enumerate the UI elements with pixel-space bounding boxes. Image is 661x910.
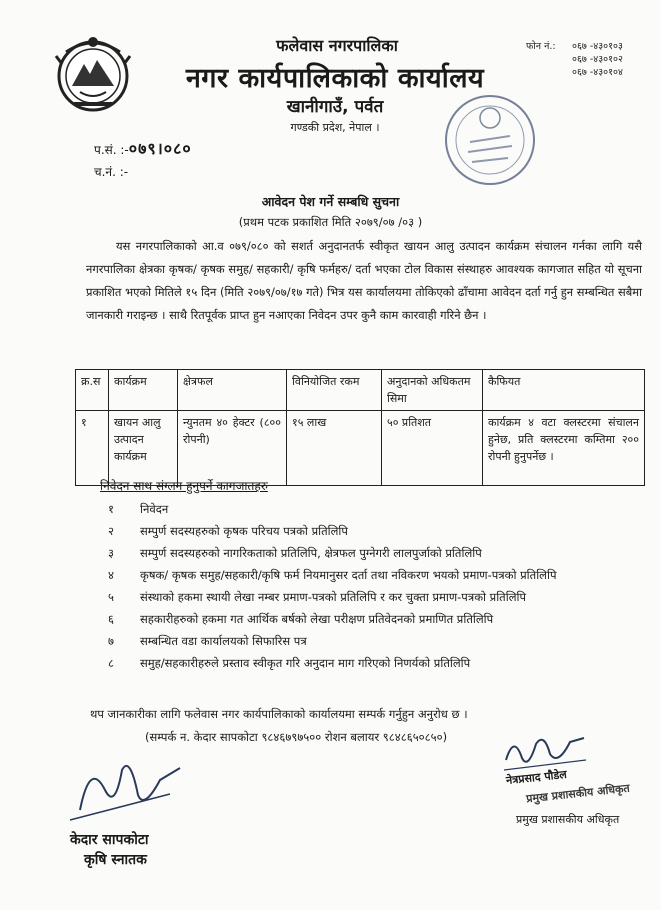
right-signatory-role: प्रमुख प्रशासकीय अधिकृत: [516, 813, 620, 826]
table-cell: खायन आलु उत्पादन कार्यक्रम: [109, 411, 178, 486]
nepal-emblem-icon: [52, 34, 134, 114]
list-item: ५ संस्थाको हकमा स्थायी लेखा नम्बर प्रमाण-पत्रको प्रतिलिपि र कर चुक्ता प्रमाण-पत्रको प्रतिलिपि: [108, 590, 527, 604]
documents-heading: निवेदन साथ संग्लन हुनुपर्ने कागजातहरु: [100, 479, 268, 493]
list-item: २ सम्पुर्ण सदस्यहरुको कृषक परिचय पत्रको प्रतिलिपि: [108, 524, 348, 538]
table-header: कार्यक्रम: [109, 370, 178, 411]
office-province: गण्डकी प्रदेश, नेपाल ।: [290, 121, 380, 134]
table-header: अनुदानको अधिकतम सिमा: [382, 370, 483, 411]
right-stamp-role: प्रमुख प्रशासकीय अधिकृत: [525, 781, 631, 806]
table-header: विनियोजित रकम: [287, 370, 382, 411]
list-item: ६ सहकारीहरुको हकमा गत आर्थिक बर्षको लेखा परीक्षण प्रतिवेदनको प्रमाणित प्रतिलिपि: [108, 612, 494, 626]
left-signatory-role: कृषि स्नातक: [84, 852, 147, 868]
phone-number: ०६७ -४३०१०२: [572, 54, 623, 65]
cn-label: च.नं. :-: [94, 165, 129, 179]
notice-subtitle: (प्रथम पटक प्रकाशित मिति २०७९/०७ /०३ ): [238, 215, 423, 229]
reference-block: [94, 138, 192, 183]
phone-label: फोन नं.:: [526, 41, 556, 52]
ps-label: प.सं. :-: [94, 143, 129, 157]
table-header-row: [76, 370, 645, 411]
ps-value: ०७९।०८०: [128, 139, 192, 158]
list-item: ४ कृषक/ कृषक समुह/सहकारी/कृषि फर्म नियमानुसर दर्ता तथा नविकरण भयको प्रमाण-पत्रको प्रतिलिपि: [108, 568, 557, 582]
table-cell: १: [76, 411, 109, 486]
list-item: ७ सम्बन्धित वडा कार्यालयको सिफारिस पत्र: [108, 634, 307, 648]
closing-text: थप जानकारीका लागि फलेवास नगर कार्यपालिकाको कार्यालयमा सम्पर्क गर्नुहुन अनुरोध छ ।: [90, 707, 468, 721]
office-place: खानीगाउँ, पर्वत: [286, 97, 384, 117]
contact-text: (सम्पर्क न. केदार सापकोटा ९८४६७९७५०० रोशन बलायर ९८४८६५०८५०): [145, 730, 448, 744]
list-item: १ निवेदन: [108, 502, 169, 516]
table-cell: न्युनतम ४० हेक्टर (८०० रोपनी): [178, 411, 287, 486]
table-cell: १५ लाख: [287, 411, 382, 486]
documents-list: [108, 498, 628, 674]
signature-left-icon: [60, 750, 200, 830]
table-header: कैफियत: [483, 370, 645, 411]
table-cell: कार्यक्रम ४ वटा क्लस्टरमा संचालन हुनेछ, प्रति क्लस्टरमा कम्तिमा २०० रोपनी हुनुपर्नेछ ।: [483, 411, 645, 486]
notice-body: यस नगरपालिकाको आ.व ०७९/०८० को सशर्त अनुदानतर्फ स्वीकृत खायन आलु उत्पादन कार्यक्रम संचालन गर्नका लागि यसै नगरपालिका क्षेत्रका कृषक/ कृषक समुह/ सहकारी/ कृषि फर्महरु/ दर्ता भएका टोल विकास संस्थाहरु आवश्यक कागजात सहित यो सूचना प्रकाशित भएको मितिले १५ दिन (मिति २०७९/०७/१७ गते) भित्र यस कार्यालयमा तोकिएको ढाँचामा आवेदन दर्ता गर्नु हुन सम्बन्धित सबैमा जानकारी गराइन्छ । साथै रितपूर्वक प्राप्त हुन नआएका निवेदन उपर कुनै काम कारवाही गरिने छैन ।: [86, 239, 642, 322]
left-signatory-name: केदार सापकोटा: [70, 832, 149, 848]
phone-number: ०६७ -४३०१०४: [572, 67, 623, 78]
list-item: ३ सम्पुर्ण सदस्यहरुको नागरिकताको प्रतिलिपि, क्षेत्रफल पुग्नेगरी लालपुर्जाको प्रतिलिपि: [108, 546, 482, 560]
phone-block: [526, 40, 656, 79]
office-seal-icon: [440, 90, 540, 190]
office-name: नगर कार्यपालिकाको कार्यालय: [185, 63, 485, 94]
table-cell: ५० प्रतिशत: [382, 411, 483, 486]
municipality-name: फलेवास नगरपालिका: [276, 36, 398, 55]
program-table: [75, 369, 645, 486]
list-item: ८ समुह/सहकारीहरुले प्रस्ताव स्वीकृत गरि अनुदान माग गरिएको निणर्यको प्रतिलिपि: [108, 656, 471, 670]
notice-title: आवेदन पेश गर्ने सम्बधि सुचना: [261, 194, 400, 209]
phone-number: ०६७ -४३०१०३: [572, 41, 623, 52]
table-row: [76, 411, 645, 486]
right-stamp-name: नेत्रप्रसाद पौडेल: [505, 767, 568, 788]
table-header: क्षेत्रफल: [178, 370, 287, 411]
table-header: क्र.स: [76, 370, 109, 411]
